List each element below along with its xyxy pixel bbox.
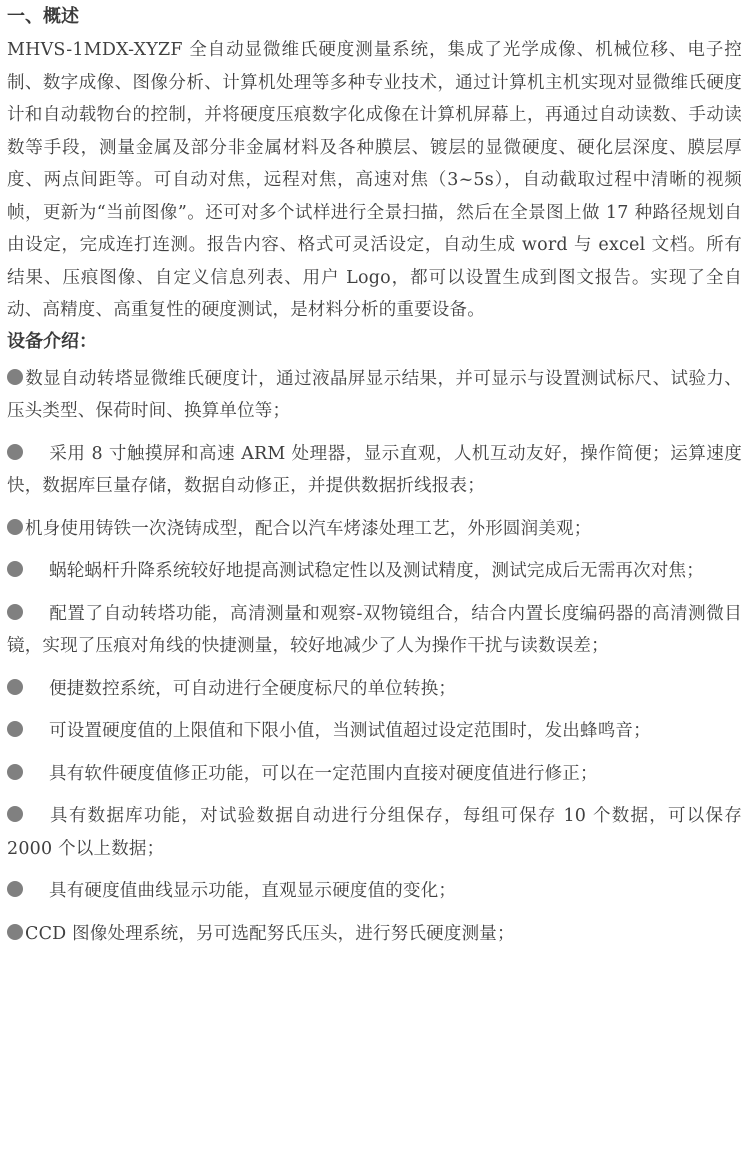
- overview-heading: 一、概述: [7, 6, 79, 27]
- list-item: [7, 438, 742, 503]
- list-item-text: 具有硬度值曲线显示功能，直观显示硬度值的变化；: [49, 881, 457, 901]
- list-item-text: 数显自动转塔显微维氏硬度计，通过液晶屏显示结果，并可显示与设置测试标尺、试验力、压头类型、保荷时间、换算单位等；: [7, 368, 742, 421]
- list-item: [7, 555, 742, 588]
- list-item: [7, 758, 742, 791]
- list-item: [7, 673, 742, 706]
- bullet-icon: [7, 679, 23, 695]
- list-item: [7, 363, 742, 428]
- list-item-text: 配置了自动转塔功能，高清测量和观察-双物镜组合，结合内置长度编码器的高清测微目镜，实现了压痕对角线的快捷测量，较好地减少了人为操作干扰与读数误差；: [7, 603, 742, 656]
- list-item: [7, 875, 742, 908]
- bullet-icon: [7, 881, 23, 897]
- list-item: [7, 800, 742, 865]
- list-item: [7, 918, 742, 951]
- bullet-icon: [7, 604, 23, 620]
- equipment-list: [7, 363, 742, 951]
- bullet-icon: [7, 721, 23, 737]
- list-item-text: 可设置硬度值的上限值和下限小值，当测试值超过设定范围时，发出蜂鸣音；: [49, 721, 651, 741]
- bullet-icon: [7, 924, 23, 940]
- bullet-icon: [7, 561, 23, 577]
- list-item: [7, 715, 742, 748]
- list-item-text: 机身使用铸铁一次浇铸成型，配合以汽车烤漆处理工艺，外形圆润美观；: [25, 518, 592, 539]
- bullet-icon: [7, 519, 23, 535]
- list-item: [7, 598, 742, 663]
- bullet-icon: [7, 764, 23, 780]
- bullet-icon: [7, 444, 23, 460]
- list-item-text: 蜗轮蜗杆升降系统较好地提高测试稳定性以及测试精度，测试完成后无需再次对焦；: [49, 561, 704, 581]
- list-item-text: 具有数据库功能，对试验数据自动进行分组保存，每组可保存 10 个数据，可以保存 2000 个以上数据；: [7, 806, 742, 859]
- equipment-heading: 设备介绍：: [7, 330, 97, 352]
- list-item-text: 采用 8 寸触摸屏和高速 ARM 处理器，显示直观，人机互动友好，操作简便；运算速度快，数据库巨量存储，数据自动修正，并提供数据折线报表；: [7, 443, 742, 496]
- list-item-text: 便捷数控系统，可自动进行全硬度标尺的单位转换；: [49, 678, 457, 699]
- bullet-icon: [7, 369, 23, 385]
- bullet-icon: [7, 806, 23, 822]
- list-item-text: 具有软件硬度值修正功能，可以在一定范围内直接对硬度值进行修正；: [49, 763, 598, 784]
- overview-paragraph: MHVS-1MDX-XYZF 全自动显微维氏硬度测量系统，集成了光学成像、机械位移、电子控制、数字成像、图像分析、计算机处理等多种专业技术，通过计算机主机实现对显微维氏硬度计和自动载物台的控制，并将硬度压痕数字化成像在计算机屏幕上，再通过自动读数、手动读数等手段，测量金属及部分非金属材料及各种膜层、镀层的显微硬度、硬化层深度、膜层厚度、两点间距等。可自动对焦，远程对焦，高速对焦（3~5s），自动截取过程中清晰的视频帧，更新为“当前图像”。还可对多个试样进行全景扫描，然后在全景图上做 17 种路径规划自由设定，完成连打连测。报告内容、格式可灵活设定，自动生成 word 与 excel 文档。所有结果、压痕图像、自定义信息列表、用户 Logo，都可以设置生成到图文报告。实现了全自动、高精度、高重复性的硬度测试，是材料分析的重要设备。: [7, 40, 742, 320]
- list-item: [7, 513, 742, 546]
- list-item-text: CCD 图像处理系统，另可选配努氏压头，进行努氏硬度测量；: [25, 923, 515, 944]
